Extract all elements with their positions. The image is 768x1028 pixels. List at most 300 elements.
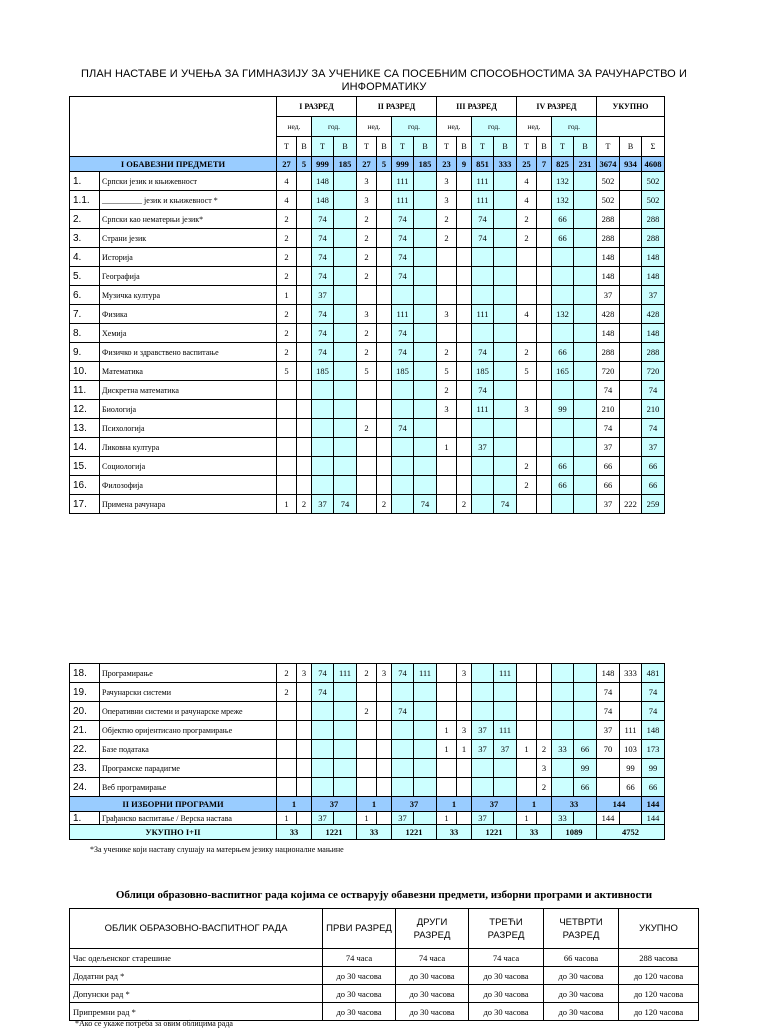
value-cell — [414, 172, 437, 191]
value-cell — [620, 381, 642, 400]
value-cell: 74 — [597, 419, 620, 438]
value-cell: 74 — [597, 683, 620, 702]
value-cell — [334, 721, 357, 740]
value-cell — [552, 267, 574, 286]
value-cell — [357, 683, 377, 702]
subject-name: Физика — [100, 305, 277, 324]
value-cell — [457, 267, 472, 286]
value-cell: 165 — [552, 362, 574, 381]
value-cell: 2 — [277, 683, 297, 702]
value-cell — [297, 381, 312, 400]
row-number: 14. — [70, 438, 100, 457]
value-cell: 74 — [312, 305, 334, 324]
value-cell — [334, 267, 357, 286]
value-cell — [312, 778, 334, 797]
value-cell — [537, 362, 552, 381]
row-number: 5. — [70, 267, 100, 286]
weekly-header: нед. — [517, 117, 552, 137]
value-cell: 37 — [472, 721, 494, 740]
value-cell — [414, 476, 437, 495]
value-cell: 148 — [597, 267, 620, 286]
section-value: 5 — [377, 157, 392, 172]
value-cell — [377, 778, 392, 797]
value-cell: 502 — [597, 191, 620, 210]
value-cell — [620, 248, 642, 267]
subject-name: Музичка култура — [100, 286, 277, 305]
forms-label: Додатни рад * — [70, 967, 323, 985]
row-number: 12. — [70, 400, 100, 419]
value-cell — [537, 172, 552, 191]
value-cell: 99 — [574, 759, 597, 778]
forms-value: до 30 часова — [396, 985, 469, 1003]
value-cell — [574, 812, 597, 825]
row-number: 13. — [70, 419, 100, 438]
value-cell — [472, 457, 494, 476]
value-cell — [620, 286, 642, 305]
total-value: 33 — [437, 825, 472, 840]
value-cell — [414, 324, 437, 343]
value-cell — [392, 778, 414, 797]
value-cell — [297, 343, 312, 362]
value-cell — [297, 362, 312, 381]
value-cell: 74 — [312, 664, 334, 683]
row-number: 20. — [70, 702, 100, 721]
value-cell — [437, 286, 457, 305]
value-cell — [297, 476, 312, 495]
value-cell: 185 — [472, 362, 494, 381]
value-cell — [457, 362, 472, 381]
value-cell: 5 — [517, 362, 537, 381]
row-number: 1. — [70, 812, 100, 825]
value-cell — [620, 438, 642, 457]
value-cell: 74 — [392, 702, 414, 721]
value-cell — [437, 683, 457, 702]
value-cell — [277, 381, 297, 400]
value-cell: 66 — [552, 457, 574, 476]
value-cell — [312, 702, 334, 721]
subject-row — [70, 362, 665, 381]
value-cell — [377, 172, 392, 191]
forms-value: до 30 часова — [323, 985, 396, 1003]
value-cell: 66 — [597, 476, 620, 495]
value-cell — [334, 812, 357, 825]
section-row — [70, 797, 665, 812]
value-cell: 111 — [472, 191, 494, 210]
section-value: 5 — [297, 157, 312, 172]
value-cell — [537, 286, 552, 305]
value-cell — [457, 683, 472, 702]
value-cell: 74 — [312, 210, 334, 229]
subject-row — [70, 210, 665, 229]
section-value: 1 — [517, 797, 552, 812]
value-cell — [392, 495, 414, 514]
forms-title: Облици образовно-васпитног рада којима се остварују обавезни предмети, изборни програми и активности — [115, 889, 653, 901]
value-cell — [392, 683, 414, 702]
forms-row — [70, 967, 699, 985]
value-cell — [537, 305, 552, 324]
section-value: 185 — [334, 157, 357, 172]
value-cell — [552, 721, 574, 740]
value-cell — [277, 400, 297, 419]
value-cell: 5 — [277, 362, 297, 381]
total-value: 1221 — [392, 825, 437, 840]
value-cell: 74 — [312, 343, 334, 362]
total-value: 33 — [517, 825, 552, 840]
value-cell — [517, 664, 537, 683]
grade-header: IV РАЗРЕД — [517, 97, 597, 117]
value-cell — [517, 759, 537, 778]
value-cell — [414, 229, 437, 248]
forms-header-cell: ДРУГИ РАЗРЕД — [396, 909, 469, 949]
value-cell — [437, 267, 457, 286]
value-cell — [414, 419, 437, 438]
section-value: 231 — [574, 157, 597, 172]
row-number: 9. — [70, 343, 100, 362]
value-cell: 3 — [437, 191, 457, 210]
value-cell — [472, 267, 494, 286]
value-cell — [537, 457, 552, 476]
section-value: 333 — [494, 157, 517, 172]
row-number: 7. — [70, 305, 100, 324]
value-cell: 111 — [334, 664, 357, 683]
section-value: 33 — [552, 797, 597, 812]
value-cell — [334, 362, 357, 381]
v-header: В — [297, 137, 312, 157]
value-cell — [552, 438, 574, 457]
value-cell — [537, 702, 552, 721]
value-cell — [457, 381, 472, 400]
subject-row — [70, 343, 665, 362]
subject-row — [70, 778, 665, 797]
section-value: 144 — [597, 797, 642, 812]
value-cell: 111 — [392, 172, 414, 191]
value-cell — [377, 191, 392, 210]
subject-row — [70, 457, 665, 476]
value-cell — [297, 457, 312, 476]
value-cell — [357, 476, 377, 495]
value-cell: 1 — [437, 812, 457, 825]
value-cell: 185 — [392, 362, 414, 381]
value-cell — [517, 324, 537, 343]
total-value: 1221 — [312, 825, 357, 840]
value-cell — [574, 305, 597, 324]
value-cell: 2 — [537, 740, 552, 759]
value-cell — [414, 812, 437, 825]
value-cell — [552, 286, 574, 305]
value-cell: 3 — [437, 305, 457, 324]
forms-value: до 120 часова — [619, 967, 699, 985]
value-cell: 74 — [494, 495, 517, 514]
value-cell — [537, 438, 552, 457]
v-header: В — [494, 137, 517, 157]
value-cell: 4 — [517, 305, 537, 324]
value-cell — [517, 683, 537, 702]
value-cell — [494, 210, 517, 229]
t-header: Т — [552, 137, 574, 157]
section-value: 934 — [620, 157, 642, 172]
value-cell: 37 — [597, 495, 620, 514]
value-cell: 111 — [494, 664, 517, 683]
value-cell — [392, 286, 414, 305]
value-cell: 2 — [277, 664, 297, 683]
forms-row — [70, 985, 699, 1003]
subject-name: Страни језик — [100, 229, 277, 248]
value-cell — [552, 683, 574, 702]
total-value: 33 — [357, 825, 392, 840]
v-header: В — [537, 137, 552, 157]
value-cell — [312, 721, 334, 740]
total-header: УКУПНО — [597, 97, 665, 117]
value-cell — [457, 210, 472, 229]
value-cell — [277, 721, 297, 740]
forms-value: до 30 часова — [544, 1003, 619, 1021]
value-cell: 1 — [437, 740, 457, 759]
value-cell — [357, 778, 377, 797]
value-cell — [494, 362, 517, 381]
value-cell — [414, 740, 437, 759]
section-value: 9 — [457, 157, 472, 172]
value-cell: 132 — [552, 172, 574, 191]
value-cell — [552, 664, 574, 683]
value-cell: 288 — [642, 343, 665, 362]
value-cell — [377, 362, 392, 381]
value-cell — [537, 343, 552, 362]
header-blank — [597, 117, 665, 137]
value-cell: 2 — [537, 778, 552, 797]
value-cell — [472, 324, 494, 343]
value-cell — [620, 324, 642, 343]
value-cell — [312, 457, 334, 476]
value-cell: 148 — [597, 664, 620, 683]
value-cell — [414, 362, 437, 381]
value-cell — [494, 267, 517, 286]
value-cell — [377, 400, 392, 419]
value-cell — [457, 172, 472, 191]
value-cell: 74 — [472, 381, 494, 400]
value-cell — [472, 419, 494, 438]
value-cell — [377, 305, 392, 324]
subject-name: Хемија — [100, 324, 277, 343]
subject-row — [70, 740, 665, 759]
value-cell — [494, 172, 517, 191]
value-cell: 66 — [642, 476, 665, 495]
value-cell: 66 — [574, 740, 597, 759]
subject-row — [70, 812, 665, 825]
section-value: 37 — [392, 797, 437, 812]
value-cell: 37 — [472, 812, 494, 825]
value-cell: 288 — [597, 229, 620, 248]
forms-label: Допунски рад * — [70, 985, 323, 1003]
value-cell: 2 — [357, 267, 377, 286]
value-cell — [357, 457, 377, 476]
value-cell: 2 — [277, 248, 297, 267]
value-cell — [377, 286, 392, 305]
value-cell: 74 — [392, 343, 414, 362]
subject-name: Историја — [100, 248, 277, 267]
value-cell: 37 — [597, 721, 620, 740]
forms-value: 74 часа — [469, 949, 544, 967]
section-value: 999 — [312, 157, 334, 172]
subject-row — [70, 683, 665, 702]
subject-name: Психологија — [100, 419, 277, 438]
value-cell — [620, 191, 642, 210]
value-cell: 74 — [642, 702, 665, 721]
forms-table — [69, 908, 699, 1021]
subject-name: Грађанско васпитање / Верска настава — [100, 812, 277, 825]
value-cell — [297, 229, 312, 248]
value-cell — [574, 172, 597, 191]
value-cell: 3 — [437, 172, 457, 191]
value-cell: 74 — [472, 210, 494, 229]
value-cell — [357, 400, 377, 419]
value-cell — [297, 305, 312, 324]
value-cell: 2 — [457, 495, 472, 514]
value-cell: 3 — [297, 664, 312, 683]
value-cell — [377, 343, 392, 362]
value-cell: 5 — [357, 362, 377, 381]
row-number: 22. — [70, 740, 100, 759]
value-cell — [334, 229, 357, 248]
value-cell: 2 — [517, 210, 537, 229]
value-cell: 1 — [437, 721, 457, 740]
value-cell — [457, 778, 472, 797]
value-cell — [574, 229, 597, 248]
value-cell — [537, 812, 552, 825]
value-cell — [457, 286, 472, 305]
value-cell: 132 — [552, 191, 574, 210]
forms-header-cell: ОБЛИК ОБРАЗОВНО-ВАСПИТНОГ РАДА — [70, 909, 323, 949]
forms-value: до 30 часова — [544, 985, 619, 1003]
v-header: В — [334, 137, 357, 157]
value-cell — [472, 702, 494, 721]
value-cell: 2 — [277, 324, 297, 343]
total-value: 4752 — [597, 825, 665, 840]
value-cell: 2 — [437, 343, 457, 362]
value-cell: 2 — [357, 248, 377, 267]
forms-value: до 30 часова — [323, 967, 396, 985]
value-cell: 2 — [357, 702, 377, 721]
footnote: *За ученике који наставу слушају на матерњем језику националне мањине — [90, 845, 344, 854]
value-cell: 1 — [437, 438, 457, 457]
value-cell — [620, 457, 642, 476]
value-cell — [297, 438, 312, 457]
value-cell: 74 — [642, 683, 665, 702]
value-cell: 74 — [392, 419, 414, 438]
value-cell: 148 — [642, 267, 665, 286]
value-cell: 2 — [357, 210, 377, 229]
value-cell: 111 — [392, 191, 414, 210]
value-cell: 1 — [517, 740, 537, 759]
value-cell — [517, 438, 537, 457]
value-cell — [494, 191, 517, 210]
section-value: 825 — [552, 157, 574, 172]
value-cell — [377, 457, 392, 476]
value-cell — [334, 400, 357, 419]
value-cell — [414, 759, 437, 778]
value-cell — [334, 419, 357, 438]
value-cell — [517, 702, 537, 721]
value-cell: 2 — [517, 229, 537, 248]
value-cell: 3 — [357, 191, 377, 210]
subject-name: Географија — [100, 267, 277, 286]
value-cell: 111 — [494, 721, 517, 740]
subject-row — [70, 702, 665, 721]
v-header: В — [457, 137, 472, 157]
value-cell: 1 — [357, 812, 377, 825]
value-cell — [377, 683, 392, 702]
value-cell: 2 — [357, 419, 377, 438]
forms-header-row — [70, 909, 699, 949]
value-cell: 2 — [277, 343, 297, 362]
value-cell — [357, 759, 377, 778]
value-cell — [392, 721, 414, 740]
value-cell: 4 — [277, 172, 297, 191]
value-cell: 2 — [277, 210, 297, 229]
subject-name: Веб програмирање — [100, 778, 277, 797]
value-cell — [517, 286, 537, 305]
subject-name: __________ језик и књижевност * — [100, 191, 277, 210]
total-value: 1221 — [472, 825, 517, 840]
row-number: 1.1. — [70, 191, 100, 210]
value-cell: 74 — [472, 229, 494, 248]
page-title: ПЛАН НАСТАВЕ И УЧЕЊА ЗА ГИМНАЗИЈУ ЗА УЧЕНИКЕ СА ПОСЕБНИМ СПОСОБНОСТИМА ЗА РАЧУНАРСТВО И ИНФОРМАТИКУ — [81, 68, 687, 93]
value-cell: 37 — [642, 286, 665, 305]
value-cell: 103 — [620, 740, 642, 759]
value-cell — [537, 419, 552, 438]
value-cell — [517, 721, 537, 740]
section-value: 1 — [357, 797, 392, 812]
value-cell — [357, 495, 377, 514]
value-cell: 74 — [472, 343, 494, 362]
value-cell — [312, 438, 334, 457]
value-cell — [472, 286, 494, 305]
value-cell — [457, 191, 472, 210]
row-number: 17. — [70, 495, 100, 514]
section-title: II ИЗБОРНИ ПРОГРАМИ — [70, 797, 277, 812]
section-value: 3674 — [597, 157, 620, 172]
section-value: 23 — [437, 157, 457, 172]
section-value: 144 — [642, 797, 665, 812]
subject-name: Дискретна математика — [100, 381, 277, 400]
value-cell — [297, 683, 312, 702]
value-cell: 74 — [597, 702, 620, 721]
footnote-forms: *Ако се укаже потреба за овим облицима рада — [75, 1019, 233, 1028]
value-cell: 481 — [642, 664, 665, 683]
value-cell — [377, 324, 392, 343]
value-cell — [377, 740, 392, 759]
value-cell: 2 — [517, 476, 537, 495]
value-cell: 1 — [457, 740, 472, 759]
value-cell: 111 — [472, 172, 494, 191]
value-cell — [552, 778, 574, 797]
value-cell — [312, 400, 334, 419]
forms-value: до 30 часова — [323, 1003, 396, 1021]
value-cell: 111 — [392, 305, 414, 324]
yearly-header: год. — [552, 117, 597, 137]
value-cell — [437, 457, 457, 476]
value-cell — [517, 778, 537, 797]
value-cell: 37 — [494, 740, 517, 759]
value-cell — [334, 343, 357, 362]
value-cell — [414, 191, 437, 210]
yearly-header: год. — [472, 117, 517, 137]
subject-row — [70, 267, 665, 286]
subject-name: Математика — [100, 362, 277, 381]
value-cell: 66 — [552, 343, 574, 362]
value-cell — [334, 683, 357, 702]
value-cell — [414, 381, 437, 400]
subject-name: Физичко и здравствено васпитање — [100, 343, 277, 362]
